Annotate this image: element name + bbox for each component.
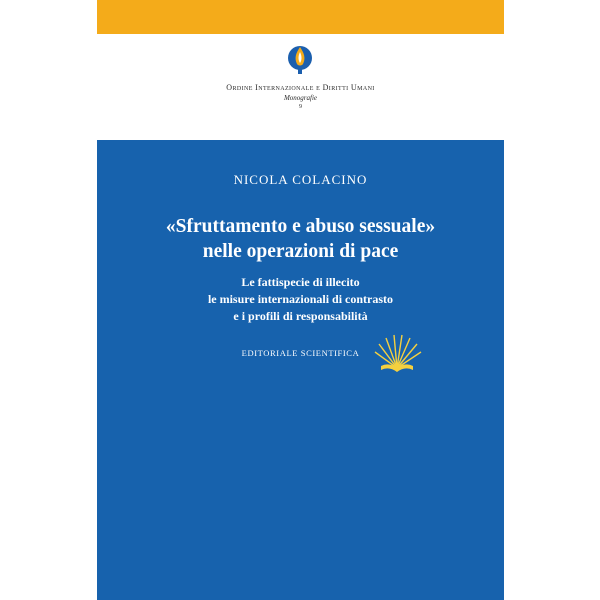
book-subtitle-line-2: le misure internazionali di contrasto — [207, 292, 394, 306]
sun-rays-book-icon — [367, 330, 427, 375]
book-subtitle-line-1: Le fattispecie di illecito — [241, 275, 360, 289]
publisher-name: EDITORIALE SCIENTIFICA — [241, 348, 360, 358]
series-title: Ordine Internazionale e Diritti Umani — [226, 83, 375, 92]
series-number: 9 — [299, 104, 302, 110]
blue-cover-panel — [97, 140, 504, 600]
flame-emblem-icon — [285, 42, 315, 76]
series-subtitle: Monografie — [283, 94, 318, 102]
book-title-line-2: nelle operazioni di pace — [202, 241, 399, 262]
book-subtitle-line-3: e i profili di responsabilità — [233, 309, 368, 323]
top-color-band — [97, 0, 504, 34]
book-title-line-1: «Sfruttamento e abuso sessuale» — [165, 216, 436, 237]
series-header — [97, 34, 504, 140]
author-name: NICOLA COLACINO — [233, 172, 368, 187]
book-cover — [97, 0, 504, 600]
